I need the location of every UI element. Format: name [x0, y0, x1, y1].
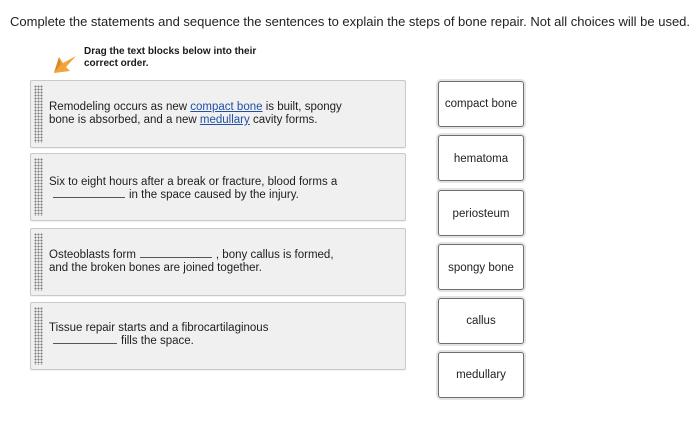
choice-label: medullary	[456, 369, 506, 381]
medullary-link[interactable]: medullary	[199, 114, 250, 126]
choice-compact-bone[interactable]	[438, 81, 524, 127]
text-block-content	[49, 101, 385, 127]
text-block-osteoblasts[interactable]	[30, 228, 406, 296]
text-block-tissue-repair[interactable]	[30, 302, 406, 370]
block-text: Osteoblasts form	[49, 249, 136, 261]
block-text: and the broken bones are joined together.	[49, 262, 262, 274]
choice-label: hematoma	[453, 153, 509, 165]
choice-spongy-bone[interactable]	[438, 244, 524, 290]
text-block-content	[49, 249, 385, 275]
choice-callus[interactable]	[438, 298, 524, 344]
block-text: in the space caused by the injury.	[129, 189, 299, 201]
question-prompt: Complete the statements and sequence the sentences to explain the steps of bone repair. Not all choices will be used.	[10, 14, 691, 29]
instructions-line-2: correct order.	[84, 58, 149, 69]
choice-label: spongy bone	[448, 262, 514, 274]
block-text: is built, spongy	[262, 101, 342, 113]
blank-drop-zone[interactable]	[53, 335, 117, 344]
choice-periosteum[interactable]	[438, 190, 524, 236]
block-text: Six to eight hours after a break or fracture, blood forms a	[49, 176, 338, 188]
choice-hematoma[interactable]	[438, 135, 524, 181]
choice-medullary[interactable]	[438, 352, 524, 398]
block-text: cavity forms.	[249, 114, 318, 126]
choice-label: periosteum	[452, 208, 510, 220]
drag-handle-icon[interactable]	[34, 85, 43, 143]
drag-handle-icon[interactable]	[34, 158, 43, 216]
drag-handle-icon[interactable]	[34, 233, 43, 291]
choice-label: compact bone	[444, 98, 518, 110]
instructions-line-1: Drag the text blocks below into their	[84, 46, 257, 57]
text-block-content	[49, 176, 385, 202]
arrow-icon	[52, 54, 78, 76]
text-block-blood[interactable]	[30, 153, 406, 221]
text-block-remodeling[interactable]	[30, 80, 406, 148]
blank-drop-zone[interactable]	[140, 249, 212, 258]
blank-drop-zone[interactable]	[53, 189, 125, 198]
block-text: bone is absorbed, and a new	[49, 114, 200, 126]
choice-label: callus	[466, 315, 496, 327]
instructions-area	[52, 46, 312, 80]
instructions-text	[84, 46, 284, 70]
block-text: fills the space.	[121, 335, 194, 347]
block-text: Remodeling occurs as new	[49, 101, 191, 113]
drag-handle-icon[interactable]	[34, 307, 43, 365]
block-text: Tissue repair starts and a fibrocartilaginous	[49, 322, 269, 334]
text-block-content	[49, 322, 385, 348]
compact-bone-link[interactable]: compact bone	[190, 101, 263, 113]
block-text: , bony callus is formed,	[215, 249, 334, 261]
